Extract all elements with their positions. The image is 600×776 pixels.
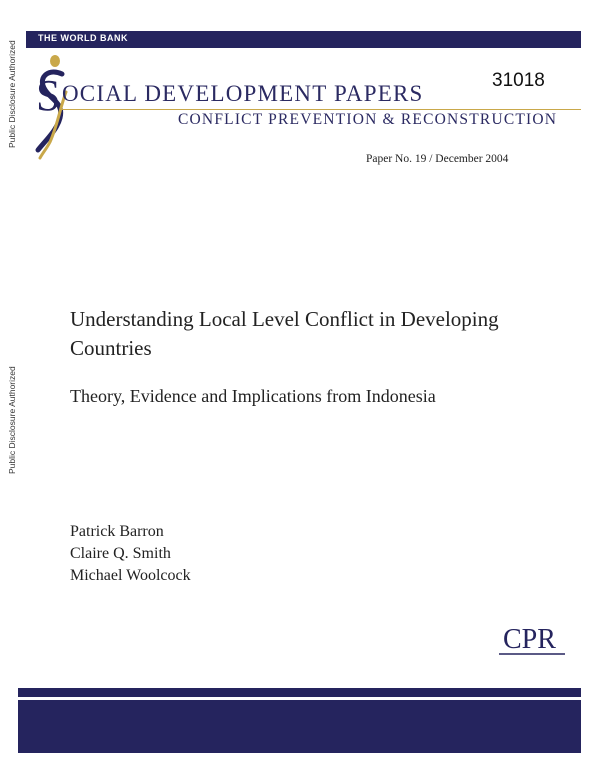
disclosure-label-top: Public Disclosure Authorized: [7, 40, 17, 148]
paper-number-date: Paper No. 19 / December 2004: [366, 153, 509, 165]
series-logo-icon: [30, 52, 78, 162]
author-name: Michael Woolcock: [70, 567, 191, 584]
paper-subtitle: Theory, Evidence and Implications from Indonesia: [70, 386, 436, 406]
world-bank-bar: [26, 31, 581, 48]
series-initial: S: [36, 71, 61, 120]
cpr-logo-text: CPR: [503, 624, 556, 655]
footer-stripe: [18, 697, 581, 700]
author-name: Claire Q. Smith: [70, 545, 171, 562]
document-number: 31018: [492, 70, 545, 91]
world-bank-name: THE WORLD BANK: [38, 33, 128, 43]
author-name: Patrick Barron: [70, 523, 164, 540]
series-subtitle: CONFLICT PREVENTION & RECONSTRUCTION: [178, 111, 558, 128]
series-divider: [62, 109, 581, 110]
cpr-logo: [497, 620, 567, 660]
paper-title: Understanding Local Level Conflict in Developing Countries: [70, 307, 499, 360]
series-title: OCIAL DEVELOPMENT PAPERS: [62, 81, 424, 106]
author-list: [70, 521, 191, 587]
footer-band: [18, 688, 581, 753]
disclosure-label-middle: Public Disclosure Authorized: [7, 366, 17, 474]
